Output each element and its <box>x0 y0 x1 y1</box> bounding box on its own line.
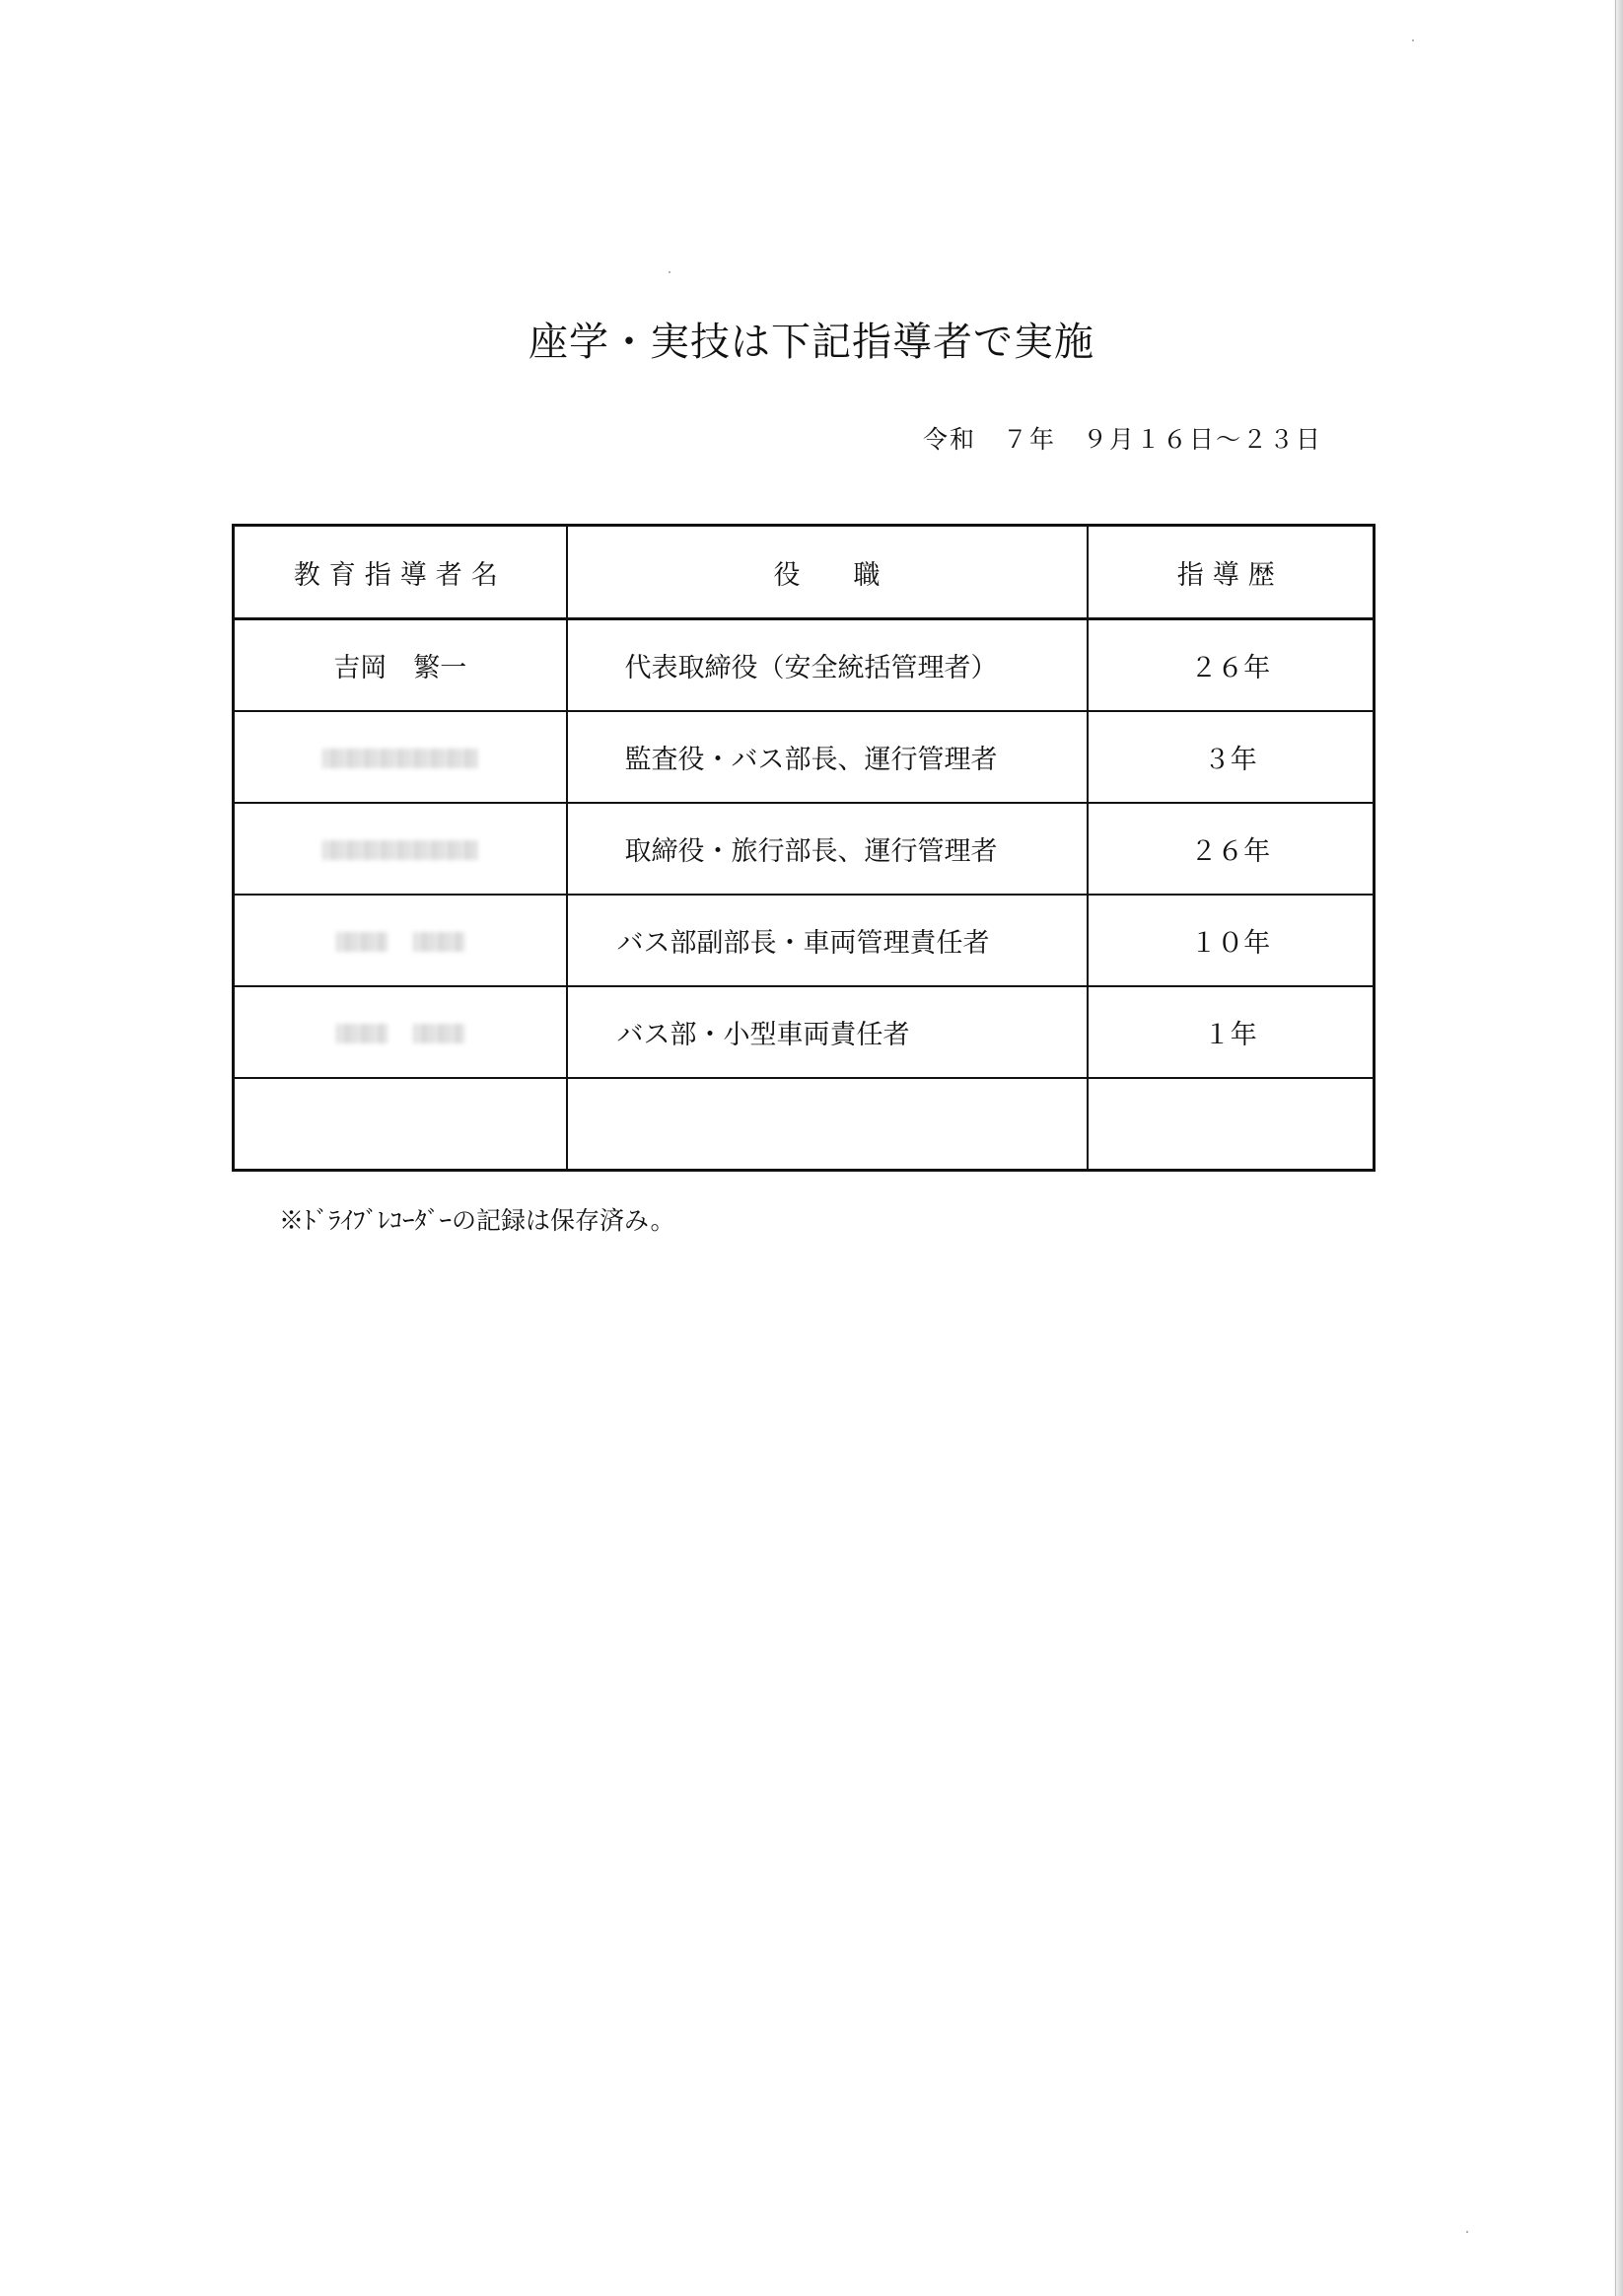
redacted-name <box>322 840 478 860</box>
instructor-position: 取締役・旅行部長、運行管理者 <box>567 803 1088 895</box>
instructor-name-redacted <box>234 803 567 895</box>
header-instructor-name: 教育指導者名 <box>234 526 567 619</box>
instructor-name-redacted <box>234 895 567 986</box>
instructor-position: バス部副部長・車両管理責任者 <box>567 895 1088 986</box>
instructor-experience: ３年 <box>1088 711 1375 803</box>
document-title: 座学・実技は下記指導者で実施 <box>529 320 1094 365</box>
table-header-row <box>234 526 1375 619</box>
instructor-name <box>234 1078 567 1171</box>
scan-speck <box>669 271 670 273</box>
table-row <box>234 803 1375 895</box>
instructor-experience: １年 <box>1088 986 1375 1078</box>
instructor-table <box>232 524 1376 1172</box>
instructor-experience <box>1088 1078 1375 1171</box>
instructor-position <box>567 1078 1088 1171</box>
table-row <box>234 895 1375 986</box>
table-row <box>234 711 1375 803</box>
instructor-experience: ２６年 <box>1088 619 1375 712</box>
header-position: 役 職 <box>567 526 1088 619</box>
instructor-position: 代表取締役（安全統括管理者） <box>567 619 1088 712</box>
header-experience: 指導歴 <box>1088 526 1375 619</box>
redacted-surname <box>336 1024 388 1043</box>
table-row <box>234 619 1375 712</box>
table-row <box>234 986 1375 1078</box>
instructor-position: バス部・小型車両責任者 <box>567 986 1088 1078</box>
table-row-empty <box>234 1078 1375 1171</box>
redacted-surname <box>336 932 388 952</box>
instructor-name-redacted <box>234 986 567 1078</box>
instructor-name: 吉岡 繁一 <box>234 619 567 712</box>
instructor-position: 監査役・バス部長、運行管理者 <box>567 711 1088 803</box>
redacted-given-name <box>413 1024 464 1043</box>
instructor-experience: １０年 <box>1088 895 1375 986</box>
redacted-name <box>322 749 478 768</box>
scan-speck <box>1466 2231 1468 2233</box>
scan-speck <box>1412 39 1414 41</box>
period-date: 令和 ７年 ９月１６日～２３日 <box>922 425 1322 454</box>
instructor-name-redacted <box>234 711 567 803</box>
redacted-given-name <box>413 932 464 952</box>
instructor-experience: ２６年 <box>1088 803 1375 895</box>
footnote: ※ﾄﾞﾗｲﾌﾞﾚｺｰﾀﾞｰの記録は保存済み。 <box>279 1206 675 1235</box>
